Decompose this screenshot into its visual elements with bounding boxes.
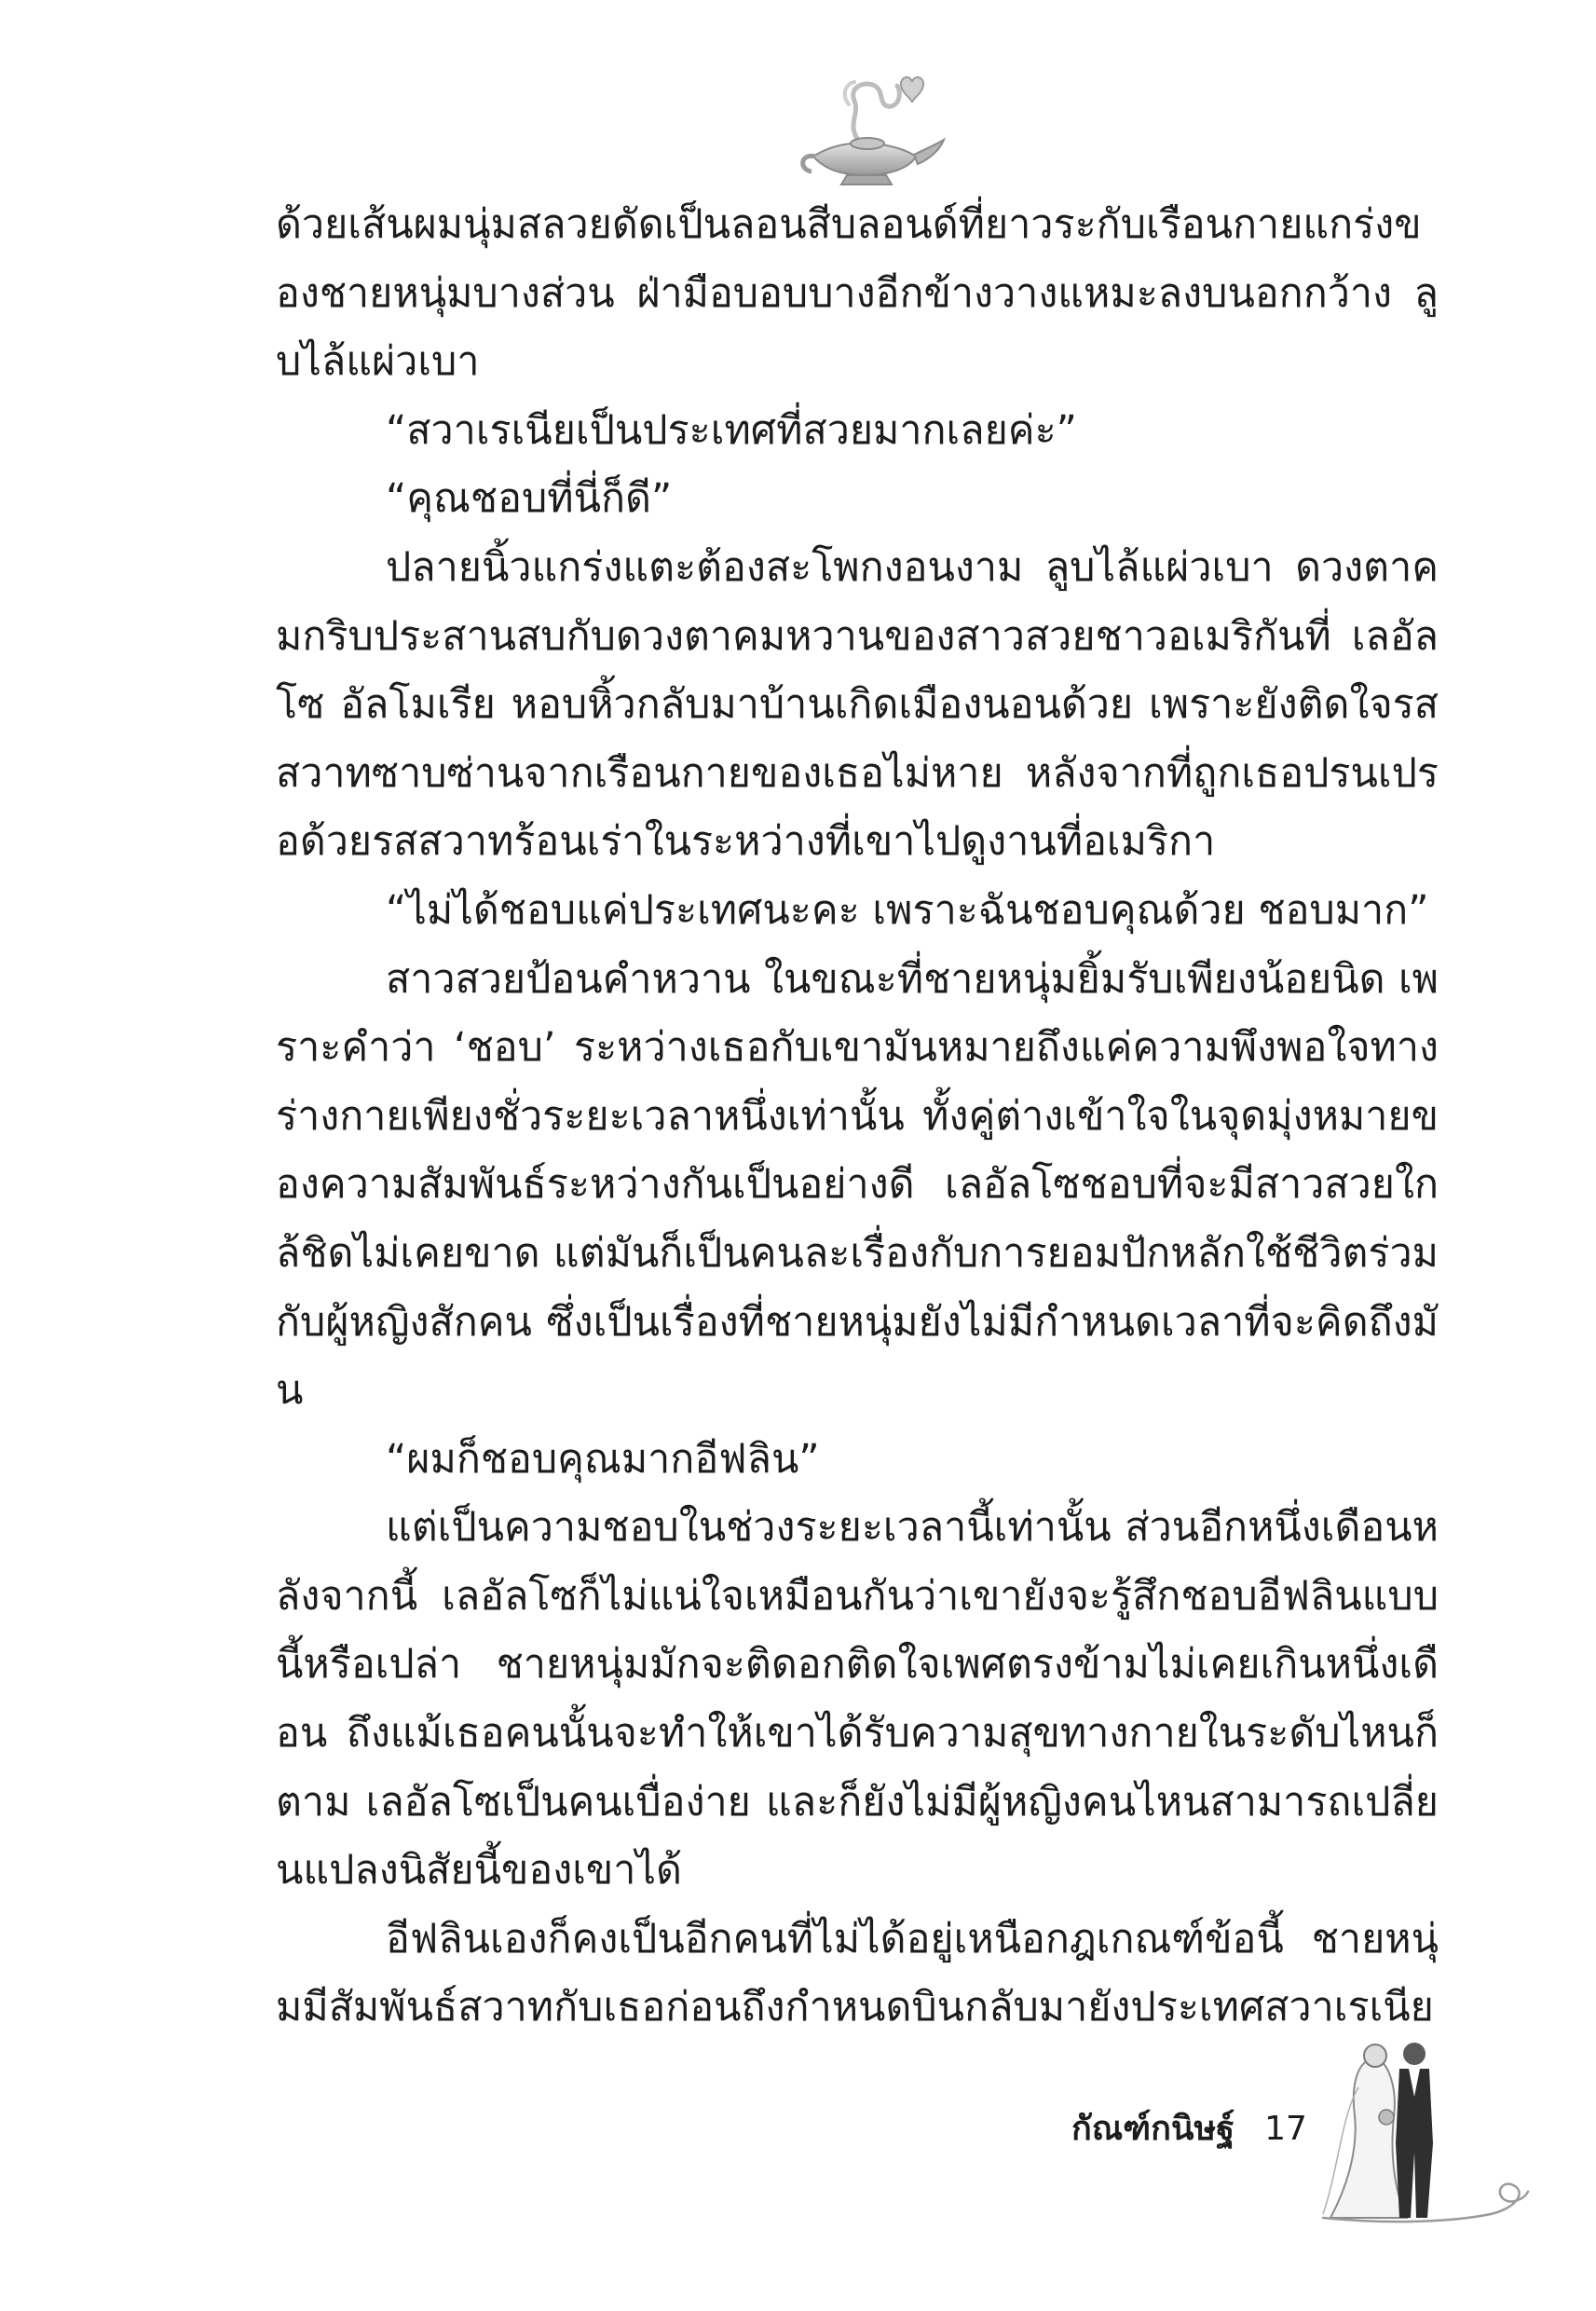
paragraph: “คุณชอบที่นี่ก็ดี” <box>386 475 673 523</box>
body-text <box>276 191 1439 2043</box>
paragraph: อีฟลินเองก็คงเป็นอีกคนที่ไม่ได้อยู่เหนือกฎเกณฑ์ข้อนี้ ชายหนุ่มมีสัมพันธ์สวาทกับเธอก่อนถึงกำหนดบินกลับมายังประเทศสวาเรเนีย <box>276 1915 1439 2031</box>
paragraph: “ผมก็ชอบคุณมากอีฟลิน” <box>386 1435 820 1483</box>
paragraph: แต่เป็นความชอบในช่วงระยะเวลานี้เท่านั้น ส่วนอีกหนึ่งเดือนหลังจากนี้ เลอัลโซก็ไม่แน่ใจเหมือนกันว่าเขายังจะรู้สึกชอบอีฟลินแบบนี้หรือเปล่า ชายหนุ่มมักจะติดอกติดใจเพศตรงข้ามไม่เคยเกินหนึ่งเดือน ถึงแม้เธอคนนั้นจะทำให้เขาได้รับความสุขทางกายในระดับไหนก็ตาม เลอัลโซเป็นคนเบื่อง่าย และก็ยังไม่มีผู้หญิงคนไหนสามารถเปลี่ยนแปลงนิสัยนี้ของเขาได้ <box>276 1504 1439 1894</box>
paragraph: ปลายนิ้วแกร่งแตะต้องสะโพกงอนงาม ลูบไล้แผ่วเบา ดวงตาคมกริบประสานสบกับดวงตาคมหวานของสาวสวยชาวอเมริกันที่ เลอัลโซ อัลโมเรีย หอบหิ้วกลับมาบ้านเกิดเมืองนอนด้วย เพราะยังติดใจรสสวาทซาบซ่านจากเรือนกายของเธอไม่หาย หลังจากที่ถูกเธอปรนเปรอด้วยรสสวาทร้อนเร่าในระหว่างที่เขาไปดูงานที่อเมริกา <box>276 543 1439 866</box>
genie-lamp-icon <box>793 67 951 188</box>
page-footer <box>1071 2101 1307 2157</box>
paragraph: สาวสวยป้อนคำหวาน ในขณะที่ชายหนุ่มยิ้มรับเพียงน้อยนิด เพราะคำว่า ‘ชอบ’ ระหว่างเธอกับเขามันหมายถึงแค่ความพึงพอใจทางร่างกายเพียงชั่วระยะเวลาหนึ่งเท่านั้น ทั้งคู่ต่างเข้าใจในจุดมุ่งหมายของความสัมพันธ์ระหว่างกันเป็นอย่างดี เลอัลโซชอบที่จะมีสาวสวยใกล้ชิดไม่เคยขาด แต่มันก็เป็นคนละเรื่องกับการยอมปักหลักใช้ชีวิตร่วมกับผู้หญิงสักคน ซึ่งเป็นเรื่องที่ชายหนุ่มยังไม่มีกำหนดเวลาที่จะคิดถึงมัน <box>276 955 1439 1415</box>
paragraph: ด้วยเส้นผมนุ่มสลวยดัดเป็นลอนสีบลอนด์ที่ยาวระกับเรือนกายแกร่งของชายหนุ่มบางส่วน ฝ่ามือบอบบางอีกข้างวางแหมะลงบนอกกว้าง ลูบไล้แผ่วเบา <box>276 201 1439 386</box>
bride-groom-icon <box>1304 2031 1547 2227</box>
page-number: 17 <box>1264 2110 1307 2148</box>
paragraph: “สวาเรเนียเป็นประเทศที่สวยมากเลยค่ะ” <box>386 406 1077 454</box>
book-title: กัณฑ์กนิษฐ์ <box>1071 2110 1235 2148</box>
paragraph: “ไม่ได้ชอบแค่ประเทศนะคะ เพราะฉันชอบคุณด้วย ชอบมาก” <box>386 886 1429 934</box>
